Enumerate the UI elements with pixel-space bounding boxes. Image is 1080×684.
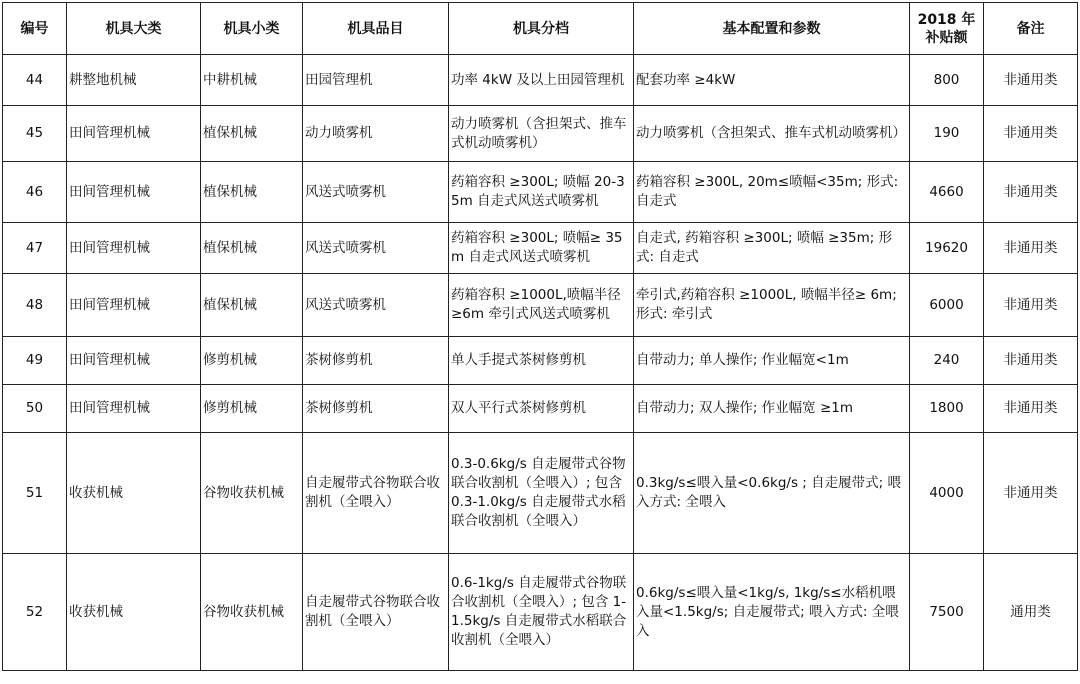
- cell-tier: 功率 4kW 及以上田园管理机: [449, 55, 634, 106]
- cell-item: 田园管理机: [303, 55, 449, 106]
- cell-major: 田间管理机械: [67, 337, 201, 385]
- cell-note: 非通用类: [984, 385, 1078, 433]
- subsidy-table: [2, 2, 1078, 671]
- cell-config: 自走式, 药箱容积 ≥300L; 喷幅 ≥35m; 形式: 自走式: [634, 223, 910, 274]
- cell-no: 50: [3, 385, 67, 433]
- cell-config: 配套功率 ≥4kW: [634, 55, 910, 106]
- cell-major: 田间管理机械: [67, 162, 201, 223]
- cell-no: 48: [3, 274, 67, 337]
- cell-minor: 修剪机械: [201, 337, 303, 385]
- cell-minor: 植保机械: [201, 162, 303, 223]
- header-minor-category: 机具小类: [201, 3, 303, 55]
- cell-item: 茶树修剪机: [303, 385, 449, 433]
- cell-item: 自走履带式谷物联合收割机（全喂入）: [303, 554, 449, 671]
- table-row: [3, 55, 1078, 106]
- table-row: [3, 274, 1078, 337]
- header-item: 机具品目: [303, 3, 449, 55]
- cell-subsidy: 4660: [910, 162, 984, 223]
- cell-major: 田间管理机械: [67, 106, 201, 162]
- cell-tier: 单人手提式茶树修剪机: [449, 337, 634, 385]
- table-row: [3, 223, 1078, 274]
- table-row: [3, 385, 1078, 433]
- cell-subsidy: 1800: [910, 385, 984, 433]
- cell-note: 通用类: [984, 554, 1078, 671]
- cell-config: 0.3kg/s≤喂入量<0.6kg/s ; 自走履带式; 喂入方式: 全喂入: [634, 433, 910, 554]
- cell-minor: 中耕机械: [201, 55, 303, 106]
- cell-item: 自走履带式谷物联合收割机（全喂入）: [303, 433, 449, 554]
- cell-note: 非通用类: [984, 55, 1078, 106]
- cell-tier: 0.6-1kg/s 自走履带式谷物联合收割机（全喂入）; 包含 1-1.5kg/s 自走履带式水稻联合收割机（全喂入）: [449, 554, 634, 671]
- cell-major: 田间管理机械: [67, 385, 201, 433]
- table-row: [3, 433, 1078, 554]
- header-row: [3, 3, 1078, 55]
- cell-note: 非通用类: [984, 106, 1078, 162]
- cell-item: 风送式喷雾机: [303, 162, 449, 223]
- cell-subsidy: 6000: [910, 274, 984, 337]
- cell-tier: 双人平行式茶树修剪机: [449, 385, 634, 433]
- table-row: [3, 162, 1078, 223]
- cell-note: 非通用类: [984, 433, 1078, 554]
- table-row: [3, 106, 1078, 162]
- cell-tier: 药箱容积 ≥300L; 喷幅 20-35m 自走式风送式喷雾机: [449, 162, 634, 223]
- cell-no: 47: [3, 223, 67, 274]
- cell-subsidy: 190: [910, 106, 984, 162]
- cell-tier: 0.3-0.6kg/s 自走履带式谷物联合收割机（全喂入）; 包含 0.3-1.0kg/s 自走履带式水稻联合收割机（全喂入）: [449, 433, 634, 554]
- cell-no: 49: [3, 337, 67, 385]
- cell-config: 自带动力; 双人操作; 作业幅宽 ≥1m: [634, 385, 910, 433]
- cell-minor: 谷物收获机械: [201, 554, 303, 671]
- header-subsidy: 2018 年 补贴额: [910, 3, 984, 55]
- cell-config: 0.6kg/s≤喂入量<1kg/s, 1kg/s≤水稻机喂入量<1.5kg/s; 自走履带式; 喂入方式: 全喂入: [634, 554, 910, 671]
- cell-item: 茶树修剪机: [303, 337, 449, 385]
- cell-no: 45: [3, 106, 67, 162]
- cell-minor: 植保机械: [201, 106, 303, 162]
- cell-subsidy: 7500: [910, 554, 984, 671]
- cell-no: 52: [3, 554, 67, 671]
- cell-tier: 药箱容积 ≥300L; 喷幅≥ 35m 自走式风送式喷雾机: [449, 223, 634, 274]
- header-no: 编号: [3, 3, 67, 55]
- cell-config: 牵引式,药箱容积 ≥1000L, 喷幅半径≥ 6m; 形式: 牵引式: [634, 274, 910, 337]
- cell-note: 非通用类: [984, 274, 1078, 337]
- cell-config: 药箱容积 ≥300L, 20m≤喷幅<35m; 形式: 自走式: [634, 162, 910, 223]
- cell-config: 动力喷雾机（含担架式、推车式机动喷雾机）: [634, 106, 910, 162]
- cell-subsidy: 240: [910, 337, 984, 385]
- cell-minor: 植保机械: [201, 223, 303, 274]
- header-config: 基本配置和参数: [634, 3, 910, 55]
- cell-no: 51: [3, 433, 67, 554]
- cell-no: 46: [3, 162, 67, 223]
- cell-item: 动力喷雾机: [303, 106, 449, 162]
- cell-no: 44: [3, 55, 67, 106]
- cell-config: 自带动力; 单人操作; 作业幅宽<1m: [634, 337, 910, 385]
- cell-subsidy: 4000: [910, 433, 984, 554]
- cell-subsidy: 19620: [910, 223, 984, 274]
- cell-item: 风送式喷雾机: [303, 223, 449, 274]
- cell-minor: 修剪机械: [201, 385, 303, 433]
- header-tier: 机具分档: [449, 3, 634, 55]
- cell-note: 非通用类: [984, 337, 1078, 385]
- cell-minor: 植保机械: [201, 274, 303, 337]
- cell-major: 收获机械: [67, 433, 201, 554]
- table-row: [3, 554, 1078, 671]
- table-row: [3, 337, 1078, 385]
- cell-subsidy: 800: [910, 55, 984, 106]
- cell-major: 田间管理机械: [67, 274, 201, 337]
- cell-tier: 动力喷雾机（含担架式、推车式机动喷雾机）: [449, 106, 634, 162]
- header-major-category: 机具大类: [67, 3, 201, 55]
- cell-note: 非通用类: [984, 223, 1078, 274]
- cell-item: 风送式喷雾机: [303, 274, 449, 337]
- cell-tier: 药箱容积 ≥1000L,喷幅半径≥6m 牵引式风送式喷雾机: [449, 274, 634, 337]
- cell-major: 耕整地机械: [67, 55, 201, 106]
- cell-major: 收获机械: [67, 554, 201, 671]
- header-note: 备注: [984, 3, 1078, 55]
- cell-minor: 谷物收获机械: [201, 433, 303, 554]
- cell-major: 田间管理机械: [67, 223, 201, 274]
- cell-note: 非通用类: [984, 162, 1078, 223]
